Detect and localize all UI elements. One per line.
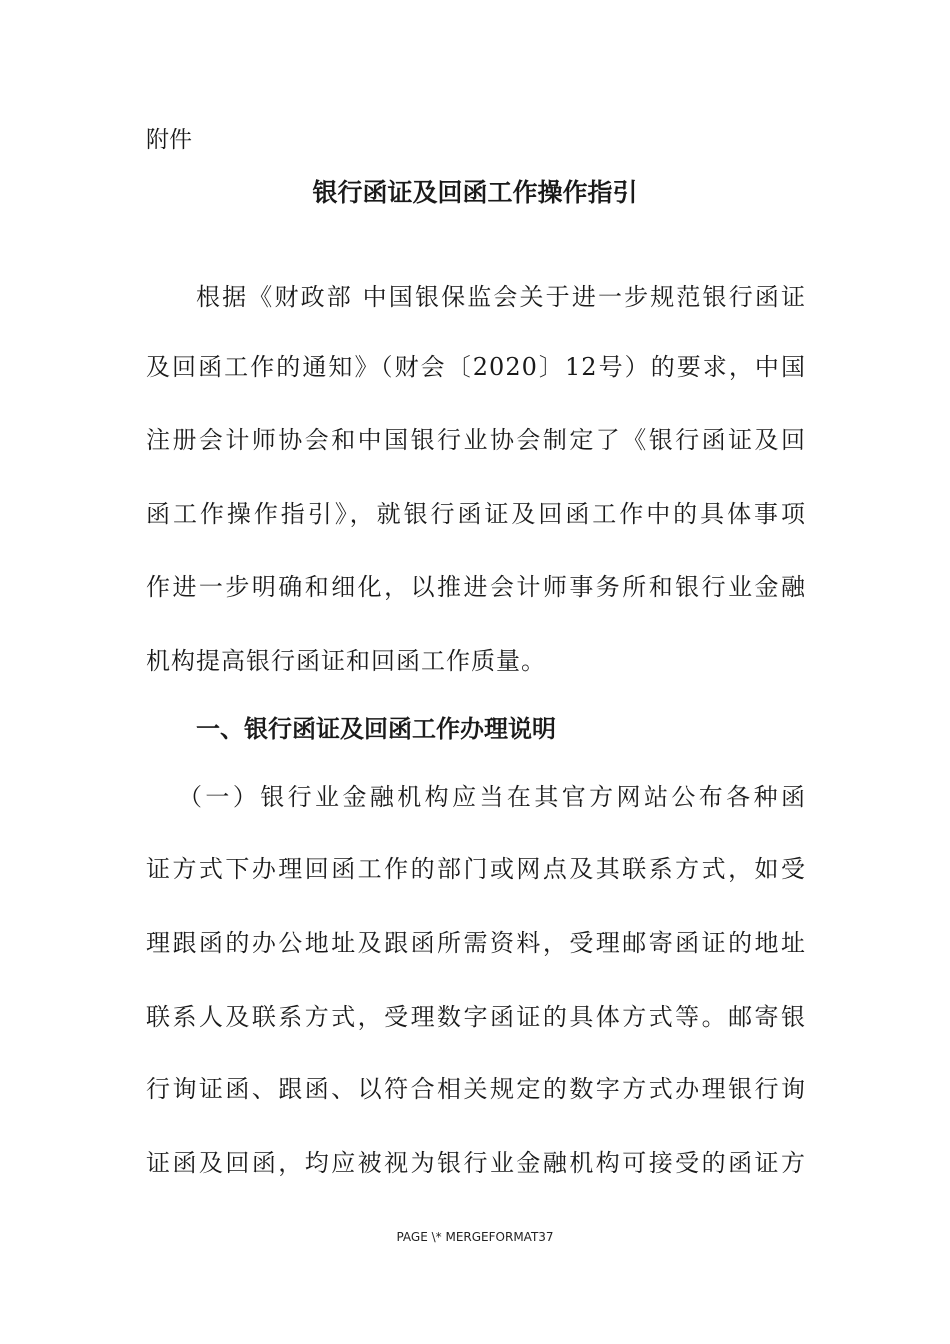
section-heading: 一、银行函证及回函工作办理说明 <box>196 715 556 743</box>
document-title: 银行函证及回函工作操作指引 <box>312 178 638 207</box>
intro-paragraph-line: 注册会计师协会和中国银行业协会制定了《银行函证及回 <box>146 426 806 454</box>
intro-paragraph-line: 作进一步明确和细化，以推进会计师事务所和银行业金融 <box>146 573 806 601</box>
page-footer: PAGE \* MERGEFORMAT37 <box>396 1230 554 1244</box>
intro-paragraph-line: 函工作操作指引》，就银行函证及回函工作中的具体事项 <box>146 500 806 528</box>
attachment-label: 附件 <box>146 127 192 153</box>
intro-paragraph-line: 根据《财政部 中国银保监会关于进一步规范银行函证 <box>196 283 806 311</box>
section-paragraph-line: 行询证函、跟函、以符合相关规定的数字方式办理银行询 <box>146 1075 806 1103</box>
section-paragraph-line: 联系人及联系方式，受理数字函证的具体方式等。邮寄银 <box>146 1003 806 1031</box>
intro-paragraph-line: 及回函工作的通知》（财会〔2020〕12号）的要求，中国 <box>146 353 806 381</box>
section-paragraph-line: 证方式下办理回函工作的部门或网点及其联系方式，如受 <box>146 855 806 883</box>
section-paragraph-line: 证函及回函，均应被视为银行业金融机构可接受的函证方 <box>146 1149 806 1177</box>
section-paragraph-line: （一）银行业金融机构应当在其官方网站公布各种函 <box>178 783 806 811</box>
section-paragraph-line: 理跟函的办公地址及跟函所需资料，受理邮寄函证的地址 <box>146 929 806 957</box>
intro-paragraph-line: 机构提高银行函证和回函工作质量。 <box>146 647 546 675</box>
